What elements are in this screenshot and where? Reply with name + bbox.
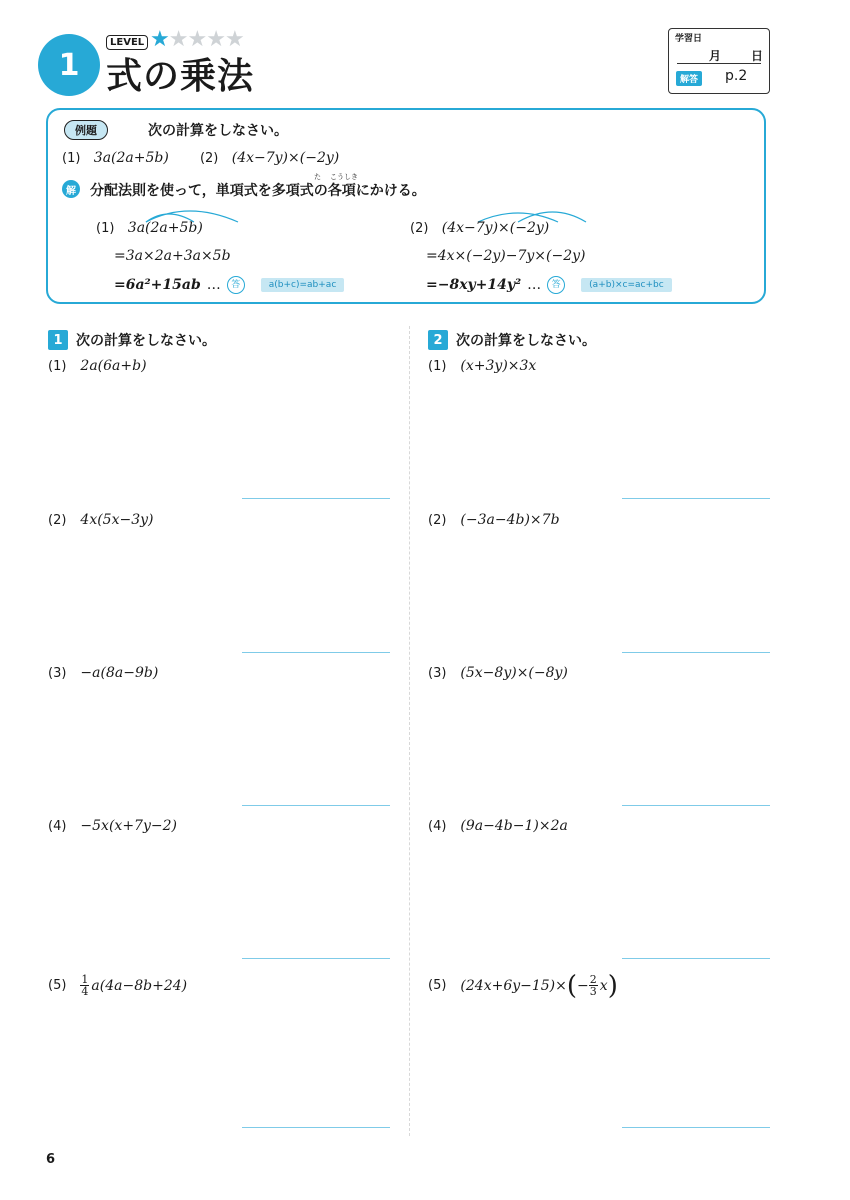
problem-expr: 2a(6a+b) (80, 358, 147, 374)
inner-variable: x (599, 977, 608, 994)
s2-problem-5 (428, 970, 618, 1001)
s1-problem-1 (48, 358, 147, 374)
answer-line[interactable] (622, 805, 770, 806)
unit-number: 1 (58, 47, 80, 83)
problem-label: (5) (48, 978, 67, 993)
solution2-line2 (426, 276, 672, 294)
section1-header (48, 330, 216, 350)
unit-number-badge (38, 34, 100, 96)
page-title: 式の乗法 (106, 56, 255, 97)
answer-line[interactable] (242, 498, 390, 499)
problem-expr: −5x(x+7y−2) (80, 818, 177, 834)
star-empty-icon: ★ (168, 27, 188, 52)
solution1-answer: =6a²+15ab (114, 277, 201, 293)
section2-number: 2 (428, 330, 448, 350)
example-box (46, 108, 766, 304)
answer-line[interactable] (622, 652, 770, 653)
example-questions (62, 150, 339, 166)
example-instruction: 次の計算をしなさい。 (148, 123, 288, 139)
star-empty-icon: ★ (187, 27, 207, 52)
problem-expr: (−3a−4b)×7b (460, 512, 560, 528)
answer-mark-icon: 答 (547, 276, 565, 294)
answer-line[interactable] (622, 958, 770, 959)
problem-label: (3) (48, 665, 67, 681)
solution2-expr: (4x−7y)×(−2y) (441, 220, 550, 236)
star-filled-icon: ★ (150, 27, 169, 52)
s1-problem-4 (48, 818, 177, 834)
problem-label: (4) (428, 818, 447, 834)
distributive-rule-2: (a+b)×c=ac+bc (581, 278, 672, 292)
solution-text: 分配法則を使って，単項式を多項式の各項にかける。 (90, 183, 426, 199)
ruby-koushiki: こうしき (330, 173, 358, 181)
example-q1-expr: 3a(2a+5b) (93, 150, 169, 166)
answer-line[interactable] (242, 1127, 390, 1128)
study-date-label: 学習日 (675, 34, 703, 44)
column-divider (409, 326, 410, 1136)
close-paren: ) (607, 970, 618, 1001)
problem-expr: −a(8a−9b) (80, 665, 159, 681)
ellipsis: … (527, 277, 542, 293)
solution2-answer: =−8xy+14y² (426, 277, 522, 293)
section2-header (428, 330, 596, 350)
star-empty-icon: ★ (206, 27, 225, 52)
solution2-line0 (410, 220, 549, 236)
answer-page-ref: p.2 (725, 68, 748, 84)
problem-expr: (9a−4b−1)×2a (460, 818, 568, 834)
fraction-denominator: 3 (589, 985, 597, 998)
solution1-label: (1) (96, 221, 115, 236)
answer-line[interactable] (622, 498, 770, 499)
fraction-denominator: 4 (81, 985, 89, 998)
s1-problem-3 (48, 665, 158, 681)
s1-problem-5 (48, 974, 187, 997)
answer-line[interactable] (242, 805, 390, 806)
problem-label: (3) (428, 665, 447, 681)
star-empty-icon: ★ (224, 27, 244, 52)
fraction (589, 974, 598, 997)
example-q1-label: (1) (62, 151, 81, 166)
problem-expr: (5x−8y)×(−8y) (460, 665, 568, 681)
problem-label: (5) (428, 978, 447, 993)
answer-mark-icon: 答 (227, 276, 245, 294)
problem-expr: a(4a−8b+24) (91, 977, 188, 994)
open-paren: ( (566, 970, 578, 1001)
problem-label: (2) (48, 512, 67, 528)
example-tag: 例題 (64, 120, 108, 140)
problem-expr: (24x+6y−15)× (460, 977, 567, 994)
answer-line[interactable] (242, 958, 390, 959)
problem-expr: 4x(5x−3y) (80, 512, 154, 528)
s2-problem-2 (428, 512, 560, 528)
s2-problem-1 (428, 358, 536, 374)
study-day-label: 日 (750, 49, 763, 63)
answer-badge: 解答 (676, 71, 702, 86)
solution2-line1: =4x×(−2y)−7y×(−2y) (426, 248, 586, 264)
example-q2-expr: (4x−7y)×(−2y) (231, 150, 340, 166)
solution1-line2 (114, 276, 344, 294)
s2-problem-3 (428, 665, 568, 681)
problem-label: (4) (48, 818, 67, 834)
solution-icon: 解 (62, 180, 80, 198)
distributive-rule-1: a(b+c)=ab+ac (261, 278, 345, 292)
fraction-numerator: 1 (81, 973, 89, 986)
study-date-box (668, 28, 770, 94)
s2-problem-4 (428, 818, 568, 834)
ruby-ta: た (314, 173, 321, 181)
problem-expr: (x+3y)×3x (460, 358, 537, 374)
problem-label: (1) (48, 358, 67, 374)
fraction-numerator: 2 (589, 973, 597, 986)
study-date-divider (677, 63, 761, 64)
section1-number: 1 (48, 330, 68, 350)
study-month-label: 月 (709, 49, 722, 63)
problem-label: (1) (428, 358, 447, 374)
section2-instruction: 次の計算をしなさい。 (456, 333, 596, 349)
problem-label: (2) (428, 512, 447, 528)
section1-instruction: 次の計算をしなさい。 (76, 333, 216, 349)
s1-problem-2 (48, 512, 154, 528)
fraction (80, 974, 89, 997)
solution2-label: (2) (410, 221, 429, 236)
level-label: LEVEL (106, 35, 148, 50)
ellipsis: … (206, 277, 221, 293)
inner-sign: − (577, 977, 589, 994)
answer-line[interactable] (242, 652, 390, 653)
example-q2-label: (2) (199, 151, 219, 166)
solution1-line1: =3a×2a+3a×5b (114, 248, 231, 264)
answer-line[interactable] (622, 1127, 770, 1128)
page-number: 6 (46, 1152, 56, 1167)
solution1-expr: 3a(2a+5b) (127, 220, 203, 236)
solution1-line0 (96, 220, 203, 236)
